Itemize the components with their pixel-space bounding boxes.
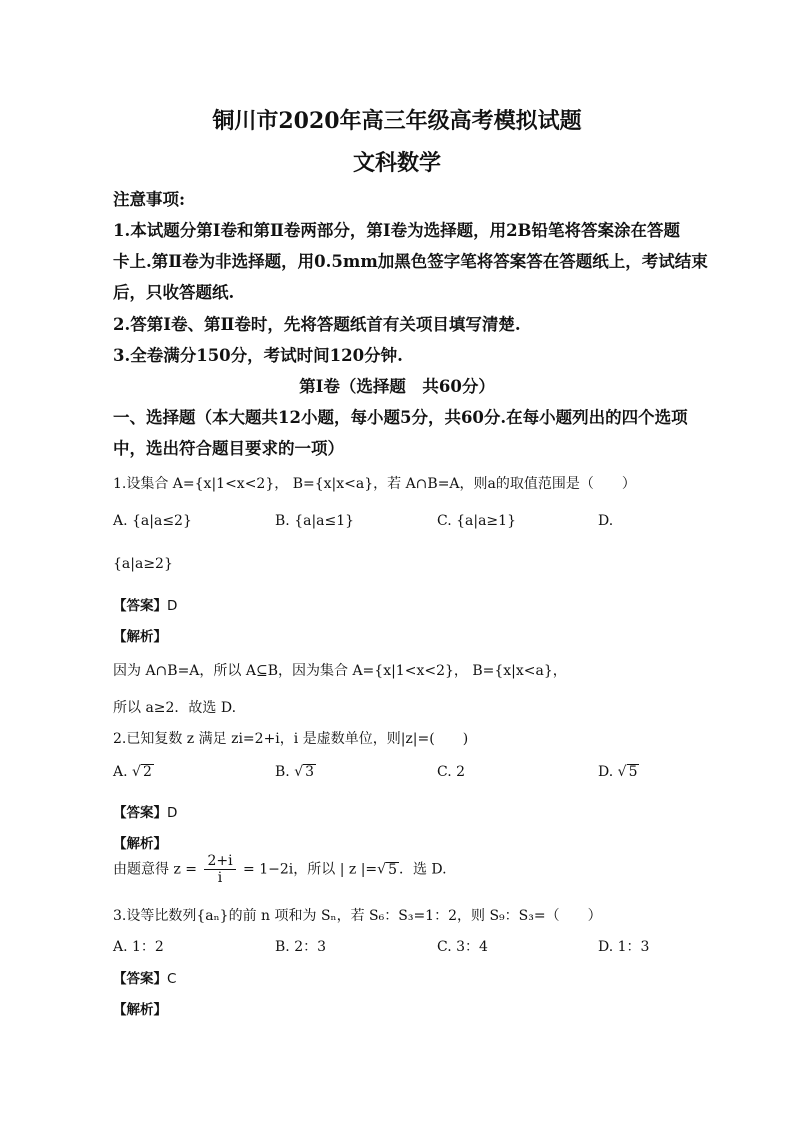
explanation-text: = 1−2i，所以 | z |= [243, 861, 378, 878]
q3-answer [113, 967, 176, 987]
q1-option-d: D. [598, 513, 614, 529]
q1-option-d-content: {a|a≥2} [113, 556, 173, 572]
q2-answer [113, 801, 177, 821]
notes-line: 2.答第Ⅰ卷、第Ⅱ卷时，先将答题纸首有关项目填写清楚. [113, 315, 521, 334]
sqrt-radicand: 5 [628, 764, 638, 780]
q1-option-a: A. {a|a≤2} [113, 513, 192, 529]
notes-line: 3.全卷满分150分，考试时间120分钟. [113, 346, 403, 365]
q3-option-b: B. 2：3 [275, 939, 327, 955]
q1-explanation: 所以 a≥2．故选 D. [113, 700, 237, 716]
question-3-stem: 3.设等比数列{aₙ}的前 n 项和为 Sₙ，若 S₆：S₃=1：2，则 S₉：S₃=（ ） [113, 908, 602, 924]
option-label: B. [275, 764, 290, 780]
section-title: 第Ⅰ卷（选择题 共60分） [299, 377, 495, 396]
q2-explanation: 由题意得 z = $\frac{2+i}{i}$ = 1−2i，所以 | z |=√ 5 ．选 D. [113, 853, 447, 886]
q3-option-a: A. 1：2 [113, 939, 164, 955]
q2-option-b: B. √ 3 [275, 764, 315, 780]
q1-answer [113, 594, 177, 614]
q3-option-d: D. 1：3 [598, 939, 650, 955]
page-title: 铜川市2020年高三年级高考模拟试题 [212, 108, 582, 134]
q3-option-c: C. 3：4 [437, 939, 488, 955]
fraction [204, 853, 235, 886]
page-subtitle: 文科数学 [352, 150, 441, 176]
sqrt-radicand: 5 [388, 861, 397, 878]
notes-heading: 注意事项: [113, 190, 186, 209]
q2-option-a: A. √ 2 [113, 764, 152, 780]
q3-analysis-label: 【解析】 [113, 1002, 167, 1018]
answer-label: 【答案】 [113, 598, 167, 614]
sqrt-radicand: 2 [142, 764, 152, 780]
option-label: A. [113, 764, 128, 780]
notes-line: 卡上.第Ⅱ卷为非选择题，用0.5mm加黑色签字笔将答案答在答题纸上，考试结束 [113, 252, 708, 271]
answer-value: D [167, 598, 178, 614]
question-1-stem: 1.设集合 A={x|1<x<2}， B={x|x<a}，若 A∩B=A，则a的取值范围是（ ） [113, 476, 636, 492]
answer-label: 【答案】 [113, 971, 167, 987]
question-2-stem: 2.已知复数 z 满足 zi=2+i，i 是虚数单位，则|z|=( ) [113, 731, 469, 747]
answer-label: 【答案】 [113, 805, 167, 821]
explanation-text: ．选 D. [398, 861, 447, 878]
q1-explanation: 因为 A∩B=A，所以 A⊆B，因为集合 A={x|1<x<2}， B={x|x<a}， [113, 663, 567, 679]
sqrt-radicand: 3 [305, 764, 315, 780]
q1-analysis-label: 【解析】 [113, 629, 167, 645]
section-intro: 中，选出符合题目要求的一项） [113, 439, 344, 458]
section-intro: 一、选择题（本大题共12小题，每小题5分，共60分.在每小题列出的四个选项 [113, 408, 688, 427]
notes-line: 1.本试题分第Ⅰ卷和第Ⅱ卷两部分，第Ⅰ卷为选择题，用2B铅笔将答案涂在答题 [113, 221, 680, 240]
q1-option-c: C. {a|a≥1} [437, 513, 516, 529]
option-label: D. [598, 764, 614, 780]
q2-option-d: D. √ 5 [598, 764, 638, 780]
fraction-denominator: i [217, 870, 223, 886]
q2-option-c: C. 2 [437, 764, 466, 780]
q1-option-b: B. {a|a≤1} [275, 513, 355, 529]
fraction-numerator: 2+i [204, 853, 235, 870]
answer-value: C [167, 971, 177, 987]
explanation-text: 由题意得 z = [113, 861, 198, 878]
q2-analysis-label: 【解析】 [113, 836, 167, 852]
notes-line: 后，只收答题纸. [113, 283, 235, 302]
answer-value: D [167, 805, 178, 821]
